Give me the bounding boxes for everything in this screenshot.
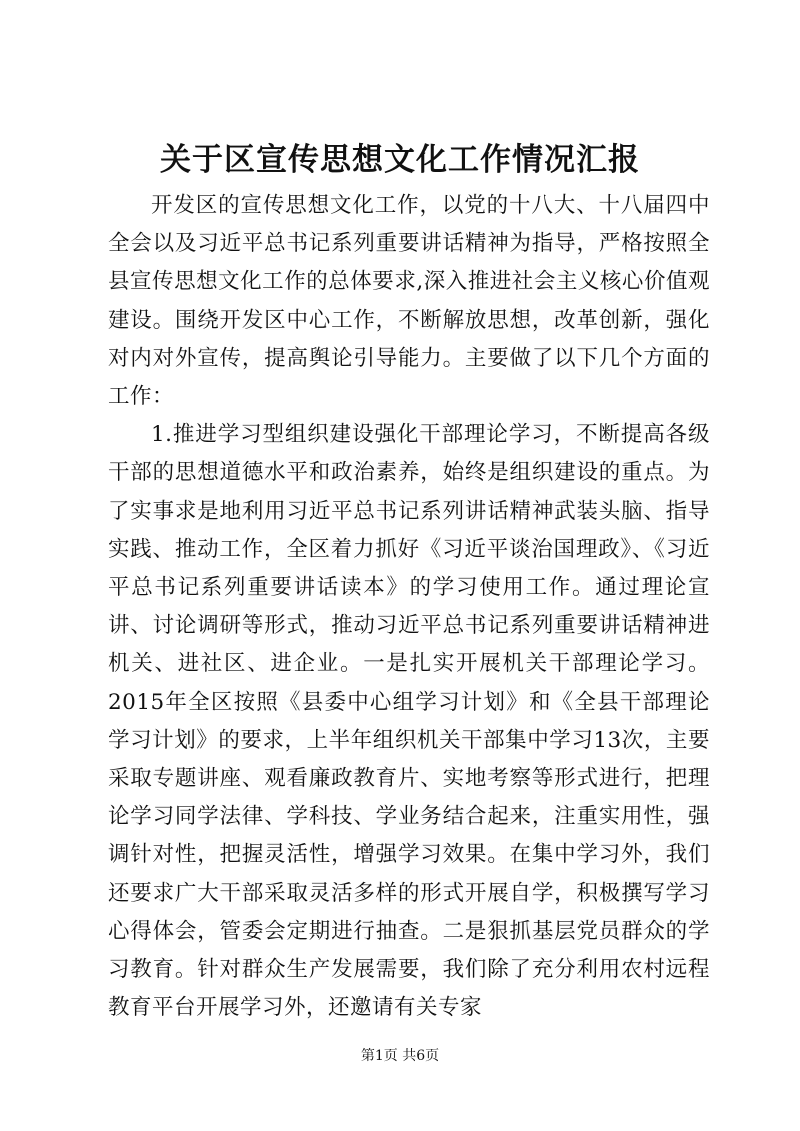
paragraph-section-1: 1.推进学习型组织建设强化干部理论学习，不断提高各级干部的思想道德水平和政治素养，始终是组织建设的重点。为了实事求是地利用习近平总书记系列讲话精神武装头脑、指导实践、推动工作，全区着力抓好《习近平谈治国理政》、《习近平总书记系列重要讲话读本》的学习使用工作。通过理论宣讲、讨论调研等形式，推动习近平总书记系列重要讲话精神进机关、进社区、进企业。一是扎实开展机关干部理论学习。2015年全区按照《县委中心组学习计划》和《全县干部理论学习计划》的要求，上半年组织机关干部集中学习13次，主要采取专题讲座、观看廉政教育片、实地考察等形式进行，把理论学习同学法律、学科技、学业务结合起来，注重实用性，强调针对性，把握灵活性，增强学习效果。在集中学习外，我们还要求广大干部采取灵活多样的形式开展自学，积极撰写学习心得体会，管委会定期进行抽查。二是狠抓基层党员群众的学习教育。针对群众生产发展需要，我们除了充分利用农村远程教育平台开展学习外，还邀请有关专家 [108, 422, 710, 1021]
paragraph-intro: 开发区的宣传思想文化工作，以党的十八大、十八届四中全会以及习近平总书记系列重要讲话精神为指导，严格按照全县宣传思想文化工作的总体要求,深入推进社会主义核心价值观建设。围绕开发区中心工作，不断解放思想，改革创新，强化对内对外宣传，提高舆论引导能力。主要做了以下几个方面的工作： [108, 193, 710, 410]
document-title: 关于区宣传思想文化工作情况汇报 [160, 142, 640, 178]
page-footer: 第1页 共6页 [360, 1048, 440, 1064]
document-body [108, 187, 710, 1027]
